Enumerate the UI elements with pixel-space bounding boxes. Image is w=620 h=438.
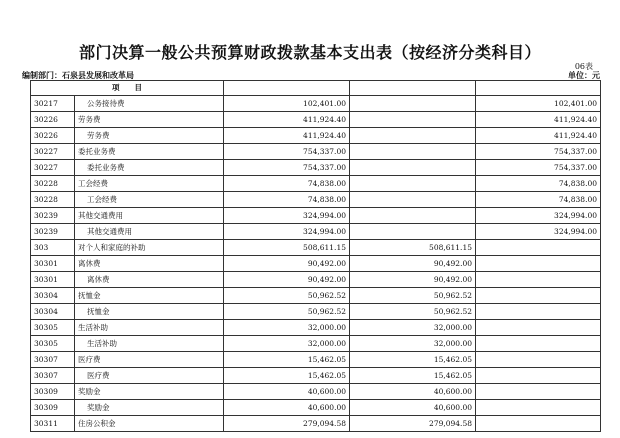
row-name: 离休费 [75, 256, 224, 272]
table-header-row [31, 81, 601, 96]
table-row [31, 272, 601, 288]
row-public [476, 336, 601, 352]
row-total: 15,462.05 [224, 368, 350, 384]
row-public: 324,994.00 [476, 208, 601, 224]
row-code: 30227 [31, 160, 75, 176]
row-total: 40,600.00 [224, 384, 350, 400]
row-name: 奖励金 [75, 384, 224, 400]
row-public [476, 240, 601, 256]
row-public: 324,994.00 [476, 224, 601, 240]
row-personnel [350, 96, 476, 112]
row-code: 30307 [31, 352, 75, 368]
table-row [31, 192, 601, 208]
row-code: 30228 [31, 176, 75, 192]
row-name: 生活补助 [75, 336, 224, 352]
header-public [476, 81, 601, 96]
row-code: 30305 [31, 336, 75, 352]
row-personnel: 40,600.00 [350, 384, 476, 400]
row-public: 74,838.00 [476, 192, 601, 208]
row-name: 委托业务费 [75, 144, 224, 160]
row-personnel [350, 160, 476, 176]
row-code: 30239 [31, 208, 75, 224]
table-row [31, 160, 601, 176]
row-total: 50,962.52 [224, 288, 350, 304]
row-name: 对个人和家庭的补助 [75, 240, 224, 256]
row-total: 74,838.00 [224, 176, 350, 192]
row-personnel [350, 128, 476, 144]
row-public: 411,924.40 [476, 128, 601, 144]
row-total: 508,611.15 [224, 240, 350, 256]
table-row [31, 336, 601, 352]
row-code: 30228 [31, 192, 75, 208]
table-row [31, 176, 601, 192]
row-total: 50,962.52 [224, 304, 350, 320]
table-row [31, 400, 601, 416]
row-total: 74,838.00 [224, 192, 350, 208]
row-total: 411,924.40 [224, 112, 350, 128]
row-personnel: 90,492.00 [350, 272, 476, 288]
table-row [31, 208, 601, 224]
table-row [31, 240, 601, 256]
row-name: 奖励金 [75, 400, 224, 416]
row-code: 30226 [31, 112, 75, 128]
unit-label: 单位：元 [568, 71, 600, 80]
row-total: 90,492.00 [224, 272, 350, 288]
row-code: 30304 [31, 304, 75, 320]
row-public: 411,924.40 [476, 112, 601, 128]
row-code: 30226 [31, 128, 75, 144]
header-personnel [350, 81, 476, 96]
row-total: 40,600.00 [224, 400, 350, 416]
row-name: 离休费 [75, 272, 224, 288]
row-code: 30305 [31, 320, 75, 336]
table-row [31, 112, 601, 128]
row-name: 工会经费 [75, 192, 224, 208]
row-public [476, 304, 601, 320]
row-personnel: 32,000.00 [350, 336, 476, 352]
row-personnel: 50,962.52 [350, 288, 476, 304]
row-personnel: 50,962.52 [350, 304, 476, 320]
row-personnel [350, 208, 476, 224]
row-total: 754,337.00 [224, 160, 350, 176]
row-name: 公务接待费 [75, 96, 224, 112]
row-total: 324,994.00 [224, 224, 350, 240]
row-personnel [350, 176, 476, 192]
row-public: 74,838.00 [476, 176, 601, 192]
row-personnel: 90,492.00 [350, 256, 476, 272]
row-personnel [350, 192, 476, 208]
table-row [31, 288, 601, 304]
row-code: 30309 [31, 384, 75, 400]
row-total: 15,462.05 [224, 352, 350, 368]
row-name: 住房公积金 [75, 416, 224, 432]
row-name: 劳务费 [75, 112, 224, 128]
row-personnel [350, 144, 476, 160]
row-public [476, 416, 601, 432]
row-code: 30227 [31, 144, 75, 160]
row-name: 其他交通费用 [75, 224, 224, 240]
row-name: 抚恤金 [75, 288, 224, 304]
table-body [31, 81, 601, 432]
row-personnel: 40,600.00 [350, 400, 476, 416]
row-code: 30304 [31, 288, 75, 304]
row-name: 生活补助 [75, 320, 224, 336]
row-personnel: 32,000.00 [350, 320, 476, 336]
row-code: 30311 [31, 416, 75, 432]
row-code: 30309 [31, 400, 75, 416]
department-label: 编制部门：石泉县发展和改革局 [22, 71, 134, 80]
row-code: 30301 [31, 256, 75, 272]
row-public [476, 352, 601, 368]
row-personnel: 279,094.58 [350, 416, 476, 432]
row-personnel: 15,462.05 [350, 368, 476, 384]
row-personnel [350, 224, 476, 240]
table-row [31, 416, 601, 432]
form-number: 06表 [574, 62, 593, 71]
table-row [31, 144, 601, 160]
table-row [31, 368, 601, 384]
row-name: 医疗费 [75, 368, 224, 384]
row-public [476, 368, 601, 384]
row-name: 委托业务费 [75, 160, 224, 176]
row-total: 754,337.00 [224, 144, 350, 160]
row-code: 30301 [31, 272, 75, 288]
row-public [476, 256, 601, 272]
header-item: 项 目 [31, 81, 224, 96]
row-name: 抚恤金 [75, 304, 224, 320]
row-code: 30217 [31, 96, 75, 112]
row-public: 754,337.00 [476, 144, 601, 160]
expenditure-table [30, 80, 601, 432]
row-name: 其他交通费用 [75, 208, 224, 224]
row-code: 30307 [31, 368, 75, 384]
row-public [476, 400, 601, 416]
table-row [31, 128, 601, 144]
row-public [476, 320, 601, 336]
row-total: 324,994.00 [224, 208, 350, 224]
report-title: 部门决算一般公共预算财政拨款基本支出表（按经济分类科目） [78, 43, 541, 62]
row-total: 279,094.58 [224, 416, 350, 432]
row-public: 102,401.00 [476, 96, 601, 112]
row-personnel [350, 112, 476, 128]
row-name: 劳务费 [75, 128, 224, 144]
table-row [31, 256, 601, 272]
table-row [31, 320, 601, 336]
row-public [476, 384, 601, 400]
row-code: 303 [31, 240, 75, 256]
row-total: 102,401.00 [224, 96, 350, 112]
table-row [31, 304, 601, 320]
row-total: 90,492.00 [224, 256, 350, 272]
table-row [31, 384, 601, 400]
row-code: 30239 [31, 224, 75, 240]
row-public [476, 288, 601, 304]
row-name: 工会经费 [75, 176, 224, 192]
table-row [31, 224, 601, 240]
row-public [476, 272, 601, 288]
row-personnel: 15,462.05 [350, 352, 476, 368]
row-total: 411,924.40 [224, 128, 350, 144]
table-row [31, 352, 601, 368]
header-total [224, 81, 350, 96]
row-total: 32,000.00 [224, 336, 350, 352]
table-row [31, 96, 601, 112]
row-public: 754,337.00 [476, 160, 601, 176]
row-name: 医疗费 [75, 352, 224, 368]
row-total: 32,000.00 [224, 320, 350, 336]
row-personnel: 508,611.15 [350, 240, 476, 256]
